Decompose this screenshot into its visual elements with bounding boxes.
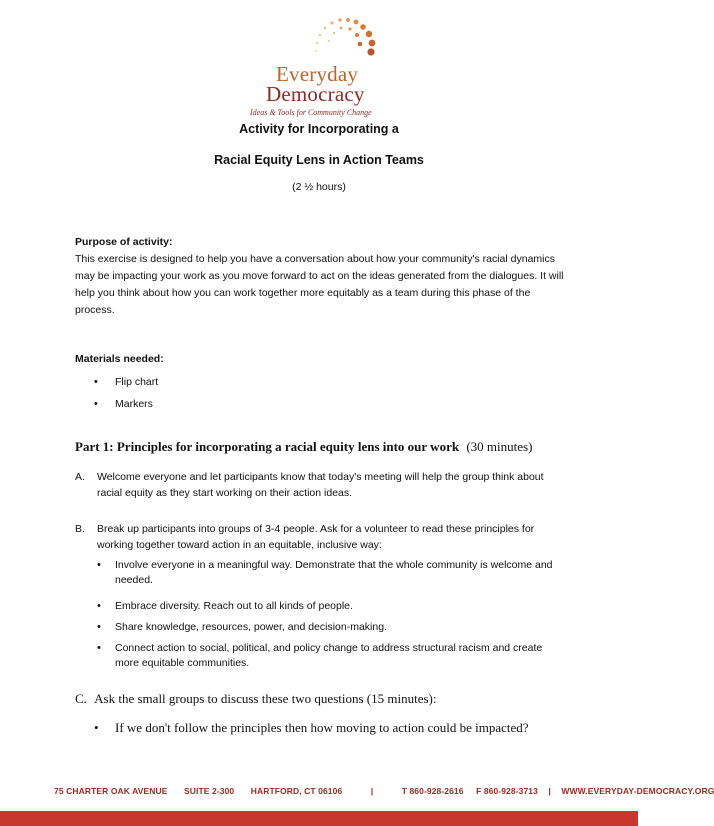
principles-list (97, 558, 565, 671)
footer-fax: F 860-928-3713 (476, 786, 538, 796)
question-item (75, 720, 529, 736)
step-label: A. (75, 471, 85, 483)
list-item: • Share knowledge, resources, power, and decision-making. (97, 620, 565, 635)
step-b (75, 521, 565, 553)
footer-phone: T 860-928-2616 (401, 786, 464, 796)
list-item: • Connect action to social, political, and policy change to address structural racism and create more equitable communities. (97, 641, 565, 671)
page-title-line2: Racial Equity Lens in Action Teams (214, 153, 424, 167)
footer-separator: | (548, 786, 551, 796)
purpose-text: This exercise is designed to help you have a conversation about how your community's racial dynamics may be impacting your work as you move forward to act on the ideas generated from the dialogues. It will help you think about how you can work together more equitably as a team during this phase of the process. (75, 253, 564, 316)
part1-time: (30 minutes) (466, 439, 533, 454)
step-c (75, 691, 436, 707)
list-item: • Involve everyone in a meaningful way. Demonstrate that the whole community is welcome and needed. (97, 558, 565, 588)
step-label: C. (75, 691, 87, 706)
logo-tagline: Ideas & Tools for Community Change (250, 108, 372, 117)
part1-heading-text: Part 1: Principles for incorporating a racial equity lens into our work (75, 439, 460, 454)
part1-heading (75, 439, 532, 455)
list-item: • Embrace diversity. Reach out to all kinds of people. (97, 599, 565, 614)
footer-city: HARTFORD, CT 06106 (250, 786, 343, 796)
step-a (75, 469, 565, 501)
step-text: Welcome everyone and let participants know that today's meeting will help the group think about racial equity as they start working on their action ideas. (97, 471, 544, 499)
footer-suite: SUITE 2-300 (184, 786, 235, 796)
list-item: • Flip chart (75, 374, 565, 390)
materials-list (75, 374, 565, 412)
step-text: Ask the small groups to discuss these two questions (15 minutes): (94, 691, 437, 706)
materials-heading: Materials needed: (75, 353, 164, 365)
footer-address: 75 CHARTER OAK AVENUE (54, 786, 168, 796)
purpose-heading: Purpose of activity: (75, 236, 173, 248)
logo-word-everyday: Everyday (276, 62, 359, 86)
footer-website: WWW.EVERYDAY-DEMOCRACY.ORG (561, 786, 714, 796)
footer-contact (54, 786, 714, 796)
question-text: If we don't follow the principles then how moving to action could be impacted? (115, 720, 529, 735)
bullet-icon: • (94, 720, 99, 735)
page-title-line1: Activity for Incorporating a (239, 122, 399, 136)
footer-separator: | (370, 786, 374, 796)
everyday-democracy-logo (230, 14, 420, 117)
footer-bar (0, 811, 638, 826)
duration: (2 ½ hours) (292, 181, 346, 193)
logo-word-democracy: Democracy (266, 82, 365, 106)
list-item: • Markers (75, 396, 565, 412)
step-text: Break up participants into groups of 3-4 people. Ask for a volunteer to read these principles for working together toward action in an equitable, inclusive way: (97, 523, 535, 551)
step-label: B. (75, 523, 85, 535)
